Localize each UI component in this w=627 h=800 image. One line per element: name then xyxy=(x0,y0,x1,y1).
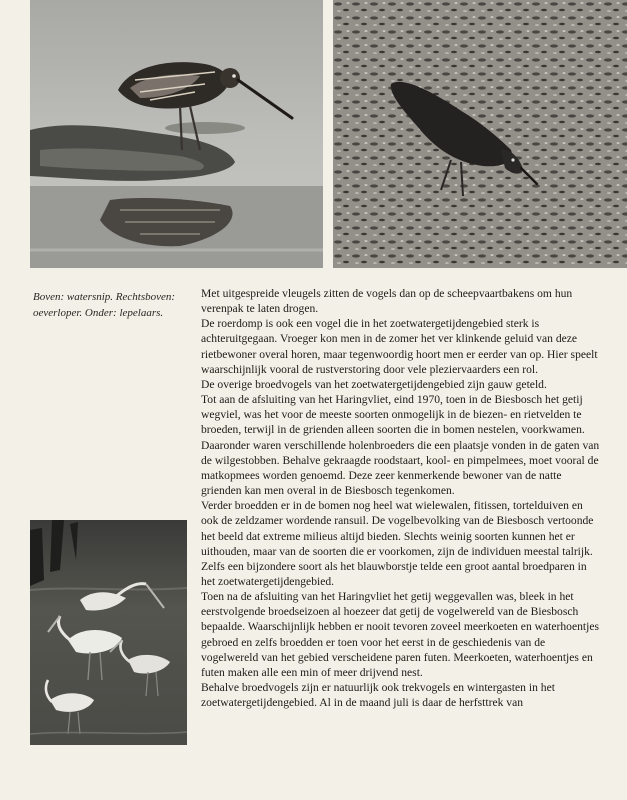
photo-oeverloper xyxy=(333,0,627,268)
paragraph: Behalve broedvogels zijn er natuurlijk ook trekvogels en wintergasten in het zoetwatergetijdengebied. Al in de maand juli is daar de herfsttrek van xyxy=(201,681,555,710)
paragraph: De overige broedvogels van het zoetwatergetijdengebied zijn gauw geteld. xyxy=(201,377,547,391)
paragraph: Tot aan de afsluiting van het Haringvliet, eind 1970, toen in de Biesbosch het getij wegviel, was het voor de meeste soorten onmogelijk in de biezen- en rietvelden te broeden, terwijl in de grienden alleen soorten die in bomen nestelen, voorkwamen. Daaronder waren verschillende holenbroeders die een plaatsje vonden in de gaten van de wilgestobben. Behalve gekraagde roodstaart, kool- en pimpelmees, moet vooral de matkopmees worden genoemd. Deze zeer kenmerkende bewoner van de natte grienden kan men overal in de Biesbosch tegenkomen. xyxy=(201,393,600,498)
paragraph: De roerdomp is ook een vogel die in het zoetwatergetijdengebied sterk is achteruitgegaan. Vroeger kon men in de zomer het ver klinkende geluid van deze rietbewoner overal horen, maar tegenwoordig hoort men er eerder van op. Hier speelt waarschijnlijk vooral de rustverstoring door vele pleziervaarders een rol. xyxy=(201,317,598,376)
photo-watersnip xyxy=(30,0,323,268)
photo-lepelaars xyxy=(30,520,187,745)
body-text xyxy=(201,286,601,710)
paragraph: Met uitgespreide vleugels zitten de vogels dan op de scheepvaartbakens om hun verenpak te laten drogen. xyxy=(201,287,573,316)
paragraph: Toen na de afsluiting van het Haringvliet het getij weggevallen was, bleek in het eerstvolgende broedseizoen al hoezeer dat getij de vogelwereld van de Biesbosch bepaalde. Waarschijnlijk hebben er nooit tevoren zoveel meerkoeten en waterhoentjes gebroed en zelfs broedden er toen voor het eerst in de geschiedenis van de vogelwereld van het gebied verscheidene paren futen. Meerkoeten, waterhoentjes en futen maken alle een min of meer drijvend nest. xyxy=(201,590,600,679)
paragraph: Verder broedden er in de bomen nog heel wat wielewalen, fitissen, tortelduiven en ook de zeldzamer wordende ransuil. De vogelbevolking van de Biesbosch vertoonde het beeld dat extreme milieus altijd bieden. Slechts weinig soorten kunnen het er uithouden, maar van de soorten die er voorkomen, zijn de individuen meestal talrijk. Zelfs een bijzondere soort als het blauwborstje telde een groot aantal broedparen in het zoetwatergetijdengebied. xyxy=(201,499,594,588)
photo-caption: Boven: watersnip. Rechtsboven: oeverloper. Onder: lepelaars. xyxy=(33,291,176,319)
